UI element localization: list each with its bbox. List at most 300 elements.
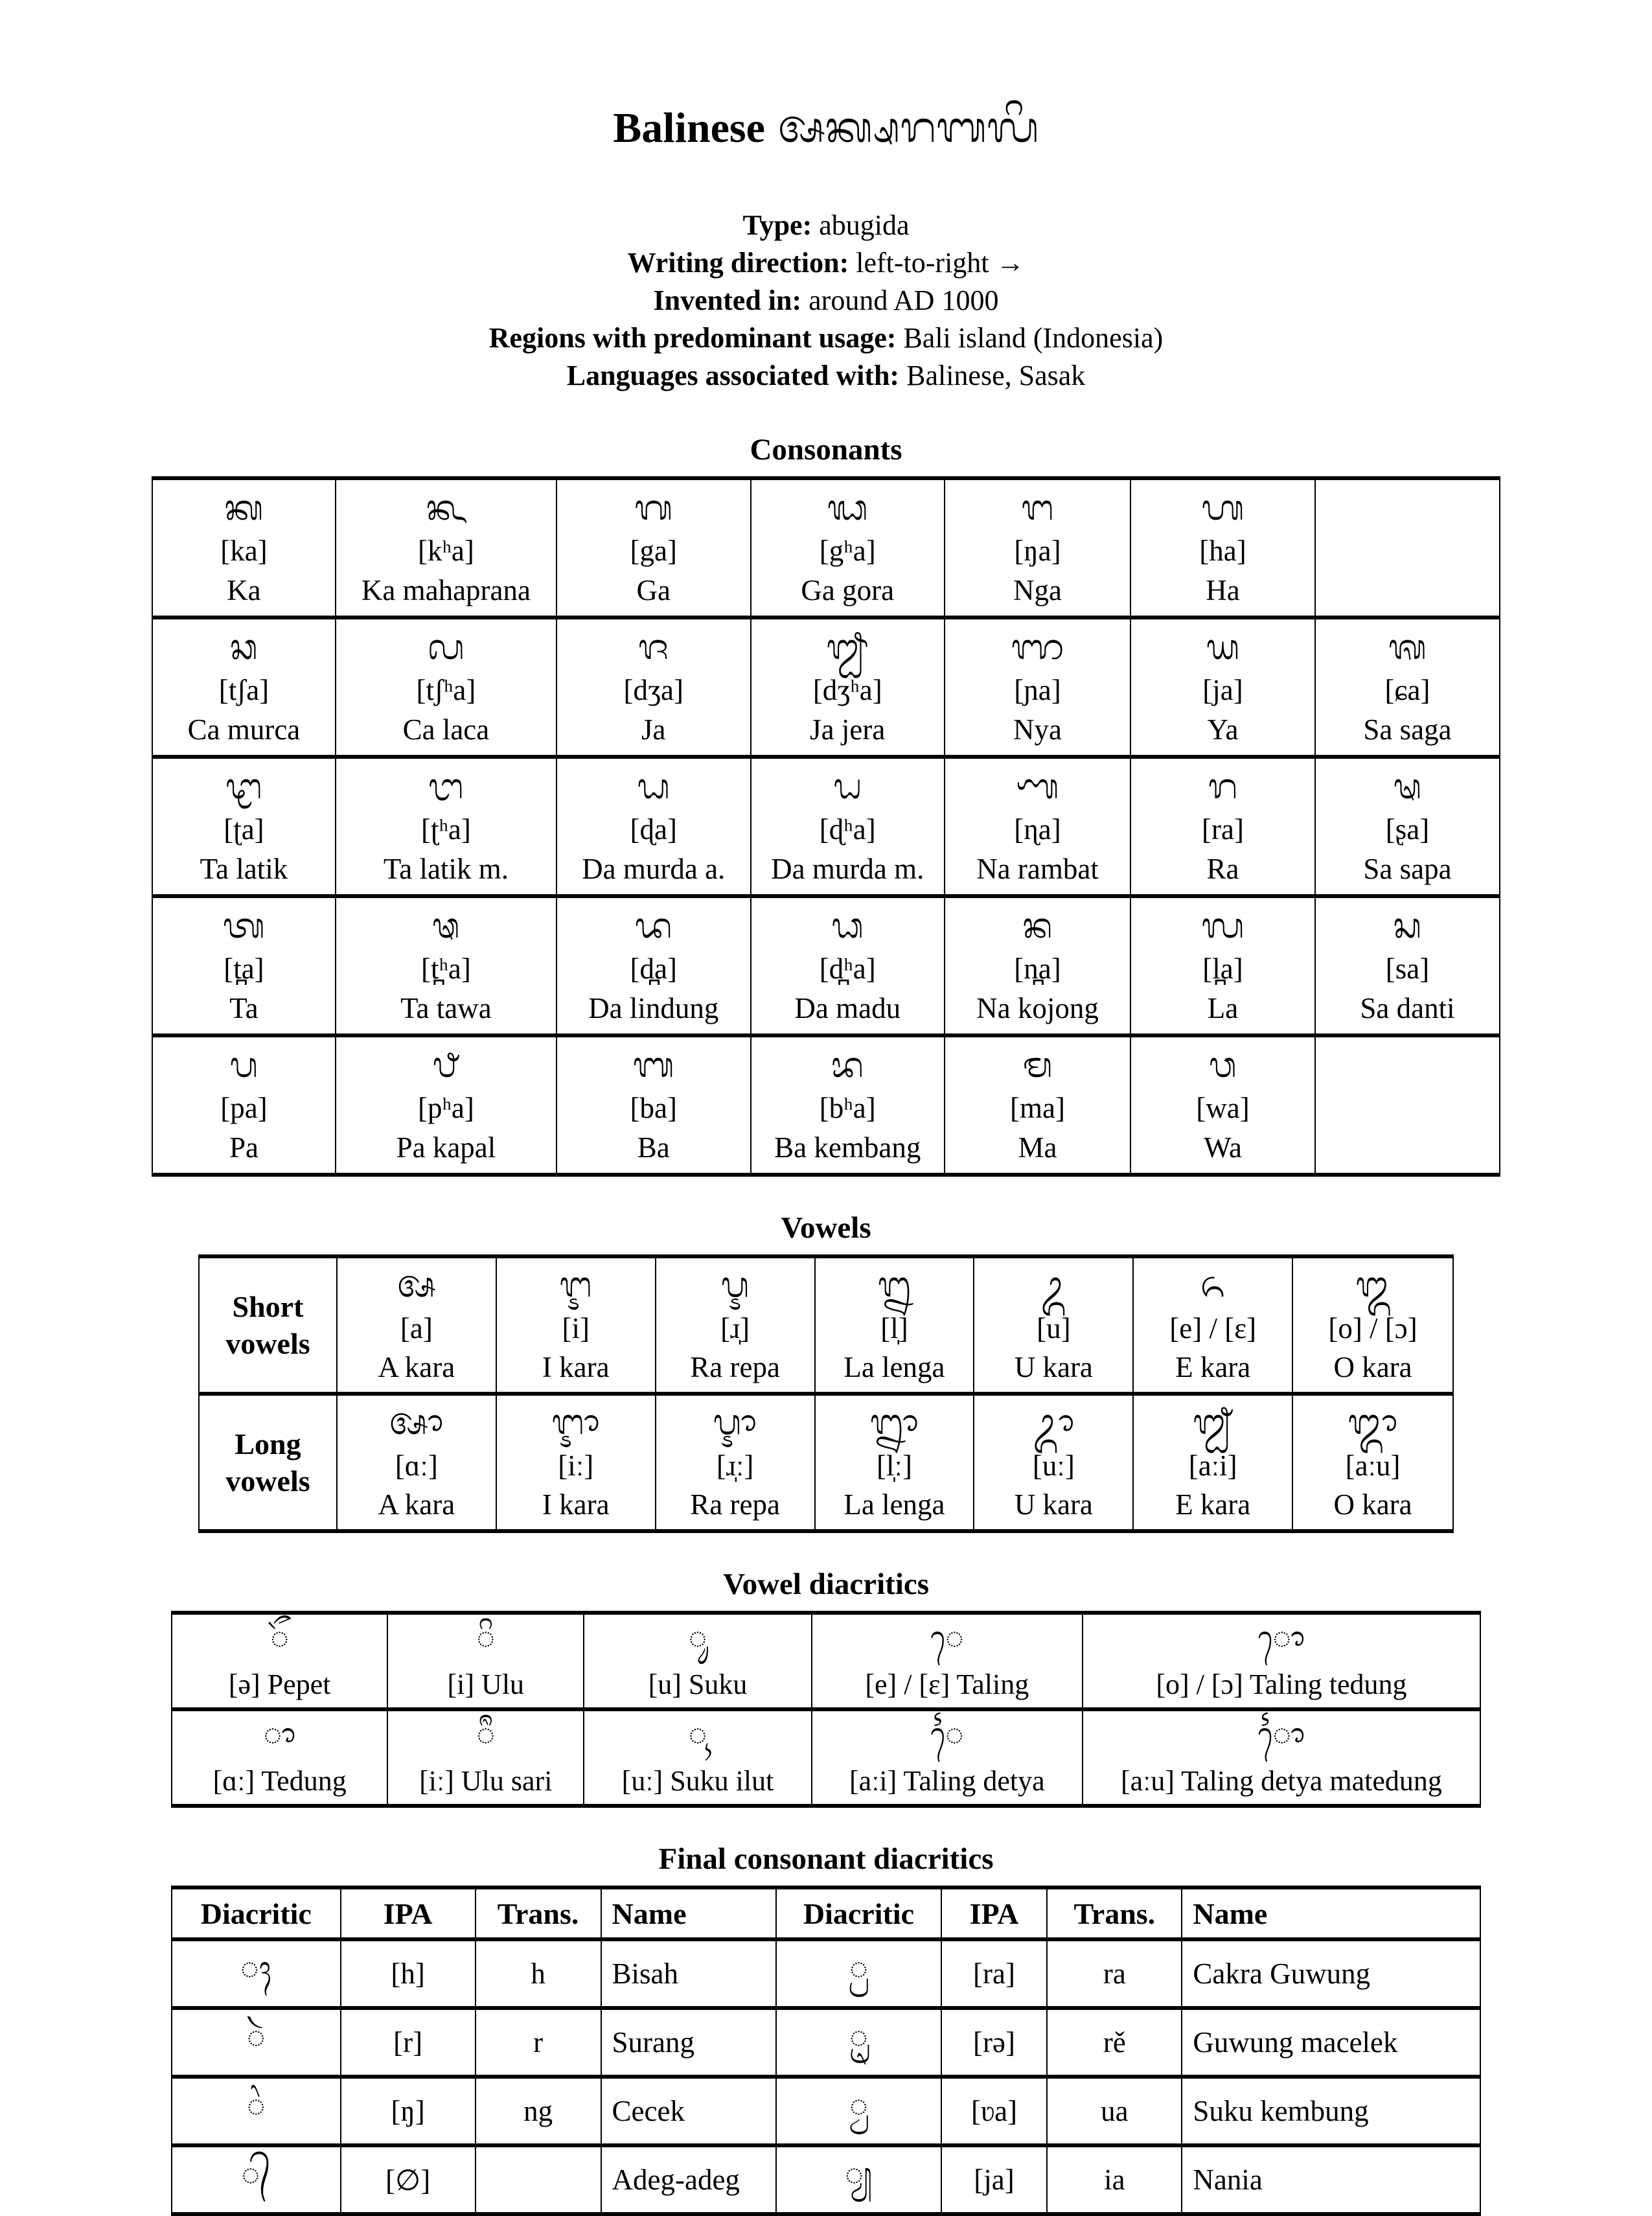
ipa-value: [ga] (630, 535, 677, 568)
ipa-value: [ʈʰa] (420, 813, 471, 846)
balinese-vowel-glyph: ᬏ (1200, 1265, 1226, 1305)
empty-cell (1315, 1035, 1500, 1175)
letter-name: O kara (1333, 1488, 1412, 1521)
meta-label: Invented in: (653, 284, 802, 317)
diacritic-name: Taling tedung (1249, 1668, 1407, 1700)
ipa-value: [ʋa] (941, 2077, 1048, 2145)
balinese-letter-glyph: ᬤ (634, 906, 672, 945)
letter-name: Da murda m. (771, 852, 924, 885)
column-header: IPA (341, 1887, 476, 1939)
transliteration-value: ng (476, 2077, 601, 2145)
consonant-cell-content (153, 621, 335, 754)
letter-name: Ka (227, 573, 261, 606)
consonant-cell (1315, 896, 1500, 1035)
meta-label: Type: (742, 209, 812, 241)
ipa-value: [ja] (941, 2145, 1048, 2214)
vowel-cell-content (656, 1396, 814, 1529)
consonant-cell-content (751, 1039, 945, 1171)
balinese-diacritic-glyph: ◌᭄ᬬ (776, 2145, 941, 2214)
vowel-diacritic-cell (172, 1613, 387, 1709)
letter-name: Da madu (794, 991, 901, 1024)
diacritic-label (419, 1764, 553, 1797)
ipa-value: [d̪a] (630, 952, 677, 986)
vowel-cell (815, 1256, 974, 1394)
consonant-cell (1130, 757, 1315, 896)
consonant-cell (336, 1035, 556, 1175)
final-diacritics-table (171, 1886, 1481, 2216)
letter-name: Ra repa (690, 1351, 780, 1384)
ipa-value: [e] / [ɛ] (865, 1668, 950, 1700)
ipa-value: [dʒa] (623, 674, 683, 707)
vowel-diacritic-cell (584, 1709, 811, 1806)
vowel-cell (1133, 1256, 1292, 1394)
consonant-row (152, 896, 1500, 1035)
ipa-value: [ɑː] (395, 1449, 438, 1482)
vowel-cell (337, 1256, 496, 1394)
ipa-value: [iː] (558, 1449, 594, 1482)
balinese-letter-glyph: ᬟ (637, 767, 670, 806)
letter-name: Ta latik (200, 852, 288, 885)
meta-label: Writing direction: (627, 247, 849, 279)
balinese-letter-glyph: ᬰ (1388, 627, 1427, 667)
balinese-vowel-glyph: ᬎ (869, 1403, 919, 1442)
balinese-vowel-glyph: ᬉ (1040, 1265, 1067, 1305)
vowel-diacritic-cell (1083, 1613, 1480, 1709)
consonant-cell-content (557, 621, 750, 754)
letter-name: Sa saga (1363, 713, 1452, 746)
meta-line (71, 357, 1581, 395)
final-diacritic-row (172, 2145, 1480, 2214)
ipa-value: [tʃa] (218, 674, 270, 707)
consonant-cell (152, 896, 336, 1035)
diacritic-name: Suku kembung (1182, 2077, 1480, 2145)
letter-name: A kara (378, 1351, 455, 1384)
consonant-cell-content (1131, 761, 1314, 893)
diacritic-label (865, 1670, 1029, 1699)
consonants-heading: Consonants (750, 433, 902, 467)
balinese-letter-glyph: ᬬ (1206, 627, 1240, 667)
balinese-diacritic-glyph: ◌ᬃ (172, 2008, 341, 2077)
diacritic-name: Surang (601, 2008, 777, 2077)
consonant-cell-content (557, 900, 750, 1032)
consonant-cell (152, 1035, 336, 1175)
vowel-diacritic-cell-content (812, 1714, 1082, 1802)
letter-name: A kara (378, 1488, 455, 1521)
consonant-cell-content (336, 1039, 556, 1171)
vowel-cell (1133, 1394, 1292, 1531)
diacritic-name: Taling (956, 1668, 1029, 1700)
letter-name: Na rambat (976, 852, 1099, 885)
letter-name: I kara (542, 1488, 610, 1521)
ipa-value: [o] / [ɔ] (1156, 1668, 1243, 1700)
ipa-value: [ɹ̩] (720, 1311, 750, 1345)
letter-name: Ja (641, 713, 666, 746)
ipa-value: [bʰa] (819, 1092, 876, 1125)
vowel-cell (656, 1256, 815, 1394)
letter-name: Ta tawa (400, 991, 492, 1024)
consonant-cell-content (945, 482, 1130, 614)
consonant-cell (751, 896, 945, 1035)
vowel-cell-content (1293, 1259, 1452, 1391)
vowels-heading: Vowels (781, 1211, 871, 1245)
ipa-value: [aːu] (1121, 1764, 1175, 1797)
consonant-cell (152, 617, 336, 757)
letter-name: U kara (1014, 1351, 1093, 1384)
diacritic-name: Bisah (601, 1939, 777, 2008)
ipa-value: [u] (1037, 1311, 1071, 1345)
balinese-vowel-glyph: ᬌ (713, 1403, 757, 1442)
consonant-cell (336, 896, 556, 1035)
ipa-value: [ja] (1202, 674, 1243, 707)
balinese-letter-glyph: ᬦ (1022, 906, 1053, 945)
vowel-row-label: Long vowels (199, 1394, 337, 1531)
final-diacritics-header-row (172, 1887, 1480, 1939)
ipa-value: [rə] (941, 2008, 1048, 2077)
vowel-diacritic-cell (1083, 1709, 1480, 1806)
consonant-cell-content (1316, 621, 1499, 754)
consonant-cell-content (153, 1039, 335, 1171)
diacritic-name: Taling detya (903, 1764, 1045, 1797)
balinese-diacritic-glyph: ◌ᬾ (930, 1621, 964, 1656)
balinese-vowel-glyph: ᬈ (551, 1403, 600, 1442)
letter-name: Nga (1013, 573, 1062, 606)
consonant-cell-content (557, 761, 750, 893)
ipa-value: [r] (341, 2008, 476, 2077)
consonants-table-body (152, 478, 1500, 1175)
diacritic-name: Ulu (481, 1668, 525, 1700)
ipa-value: [iː] (419, 1764, 454, 1797)
ipa-value: [a] (400, 1311, 433, 1345)
column-header: Diacritic (172, 1887, 341, 1939)
letter-name: La (1207, 991, 1239, 1024)
diacritic-label (1156, 1670, 1406, 1699)
consonant-cell-content (557, 482, 750, 614)
transliteration-value: ia (1047, 2145, 1182, 2214)
transliteration-value: r (476, 2008, 601, 2077)
consonant-cell (556, 896, 751, 1035)
balinese-diacritic-glyph: ◌ᬸ (688, 1621, 707, 1656)
letter-name: E kara (1175, 1488, 1251, 1521)
consonant-cell (945, 896, 1130, 1035)
diacritic-label (212, 1764, 347, 1797)
consonant-cell (152, 757, 336, 896)
vowel-cell (974, 1256, 1133, 1394)
consonant-cell (1130, 896, 1315, 1035)
letter-name: Ha (1206, 573, 1240, 606)
empty-cell (1315, 478, 1500, 617)
consonant-cell-content (153, 482, 335, 614)
consonant-cell (945, 1035, 1130, 1175)
vowel-cell-content (497, 1259, 655, 1391)
balinese-letter-glyph: ᬓ (224, 488, 264, 527)
ipa-value: [l̩] (880, 1311, 908, 1345)
column-header: Trans. (1047, 1887, 1182, 1939)
balinese-diacritic-glyph: ◌ᬺ (776, 2008, 941, 2077)
meta-label: Regions with predominant usage: (488, 322, 897, 354)
vowel-cell (496, 1394, 656, 1531)
vowel-diacritic-cell-content (388, 1714, 583, 1802)
balinese-letter-glyph: ᬛ (826, 627, 869, 667)
letter-name: Ma (1018, 1131, 1057, 1164)
consonant-cell (945, 757, 1130, 896)
script-native-name-glyphs: ᬅᬓ᭄ᬱᬭᬩᬮᬶ (777, 104, 1039, 152)
consonant-cell-content (1316, 761, 1499, 893)
vowel-diacritic-cell (812, 1613, 1083, 1709)
vowel-diacritic-cell-content (812, 1617, 1082, 1705)
consonant-cell (1130, 478, 1315, 617)
vowel-cell-content (1293, 1396, 1452, 1529)
ipa-value: [uː] (621, 1764, 663, 1797)
consonant-cell (1315, 757, 1500, 896)
ipa-value: [d̪ʰa] (819, 952, 876, 986)
ipa-value: [ə] (228, 1668, 260, 1700)
final-diacritic-row (172, 2077, 1480, 2145)
consonant-cell (751, 757, 945, 896)
ipa-value: [u] (648, 1668, 682, 1700)
consonant-cell-content (336, 482, 556, 614)
consonant-cell (1130, 1035, 1315, 1175)
balinese-diacritic-glyph: ◌ᭂ (270, 1621, 289, 1656)
letter-name: Ka mahaprana (361, 573, 531, 606)
vowel-diacritic-cell (584, 1613, 811, 1709)
ipa-value: [ɖa] (630, 813, 677, 846)
diacritic-name: Taling detya matedung (1181, 1764, 1442, 1797)
balinese-vowel-glyph: ᬑ (1355, 1265, 1390, 1305)
column-header: Trans. (476, 1887, 601, 1939)
vowel-cell (974, 1394, 1133, 1531)
meta-line (71, 207, 1581, 244)
vowels-table (198, 1254, 1454, 1533)
vowel-cell-content (338, 1259, 496, 1391)
consonants-table (152, 476, 1500, 1177)
letter-name: Ya (1207, 713, 1239, 746)
balinese-diacritic-glyph: ◌ᬄ (172, 1939, 341, 2008)
diacritic-label (648, 1670, 748, 1699)
ipa-value: [l̪a] (1202, 952, 1243, 986)
vowel-diacritic-cell-content (584, 1617, 810, 1705)
letter-name: La lenga (843, 1351, 945, 1384)
ipa-value: [h] (341, 1939, 476, 2008)
ipa-value: [ŋa] (1014, 535, 1061, 568)
balinese-letter-glyph: ᬨ (432, 1045, 460, 1085)
meta-value: left-to-right → (856, 247, 1025, 279)
vowel-diacritic-cell (387, 1709, 584, 1806)
diacritic-name: Adeg-adeg (601, 2145, 777, 2214)
vowel-cell-content (338, 1396, 496, 1529)
consonant-cell (556, 478, 751, 617)
ipa-value: [gʰa] (819, 535, 876, 568)
balinese-vowel-glyph: ᬊ (1033, 1403, 1075, 1442)
letter-name: Ra (1206, 852, 1239, 885)
balinese-letter-glyph: ᬘ (229, 627, 258, 667)
balinese-letter-glyph: ᬱ (1393, 767, 1422, 806)
meta-line (71, 244, 1581, 282)
balinese-letter-glyph: ᬪ (831, 1045, 864, 1085)
ipa-value: [aːi] (1188, 1449, 1237, 1482)
vowel-diacritics-table (171, 1611, 1481, 1808)
vowel-cell-content (656, 1259, 814, 1391)
diacritic-label (849, 1764, 1045, 1797)
script-name: Balinese (613, 104, 765, 152)
diacritic-label (448, 1670, 525, 1699)
ipa-value: [ʈa] (224, 813, 264, 846)
balinese-letter-glyph: ᬙ (428, 627, 465, 667)
balinese-vowel-glyph: ᬐ (1193, 1403, 1233, 1442)
ipa-value: [e] / [ɛ] (1169, 1311, 1257, 1345)
ipa-value: [n̪a] (1014, 952, 1061, 986)
ipa-value: [ka] (220, 535, 268, 568)
consonant-cell (945, 617, 1130, 757)
consonant-cell-content (1131, 900, 1314, 1032)
balinese-vowel-glyph: ᬇ (559, 1265, 592, 1305)
balinese-diacritic-glyph: ◌ᬿ (930, 1717, 964, 1752)
letter-name: Ra repa (690, 1488, 780, 1521)
transliteration-value: ra (1047, 1939, 1182, 2008)
ipa-value: [tʃʰa] (416, 674, 476, 707)
final-diacritic-row (172, 2008, 1480, 2077)
balinese-letter-glyph: ᬢ (222, 906, 265, 945)
balinese-letter-glyph: ᬜ (1011, 627, 1064, 667)
ipa-value: [t̪a] (224, 952, 264, 986)
vowel-diacritic-cell-content (172, 1714, 387, 1802)
meta-label: Languages associated with: (566, 360, 900, 392)
balinese-letter-glyph: ᬲ (1393, 906, 1422, 945)
final-diacritics-table-head (172, 1887, 1480, 1939)
diacritic-name: Guwung macelek (1182, 2008, 1480, 2077)
diacritic-name: Nania (1182, 2145, 1480, 2214)
consonant-cell (751, 478, 945, 617)
final-diacritics-table-body (172, 1939, 1480, 2214)
consonant-cell (556, 617, 751, 757)
consonant-cell-content (153, 761, 335, 893)
vowel-diacritic-cell-content (388, 1617, 583, 1705)
balinese-diacritic-glyph: ◌ᬶ (476, 1621, 496, 1656)
consonant-cell-content (557, 1039, 750, 1171)
transliteration-value: rě (1047, 2008, 1182, 2077)
balinese-diacritic-glyph: ◌᭄ᬯ (776, 2077, 941, 2145)
ipa-value: [ba] (630, 1092, 677, 1125)
transliteration-value (476, 2145, 601, 2214)
consonant-cell (945, 478, 1130, 617)
ipa-value: [i] (447, 1668, 475, 1700)
ipa-value: [uː] (1032, 1449, 1075, 1482)
consonant-cell (152, 478, 336, 617)
column-header: IPA (941, 1887, 1048, 1939)
letter-name: Wa (1204, 1131, 1242, 1164)
balinese-letter-glyph: ᬧ (229, 1045, 258, 1085)
vowel-cell-content (1134, 1259, 1292, 1391)
letter-name: Sa danti (1360, 991, 1455, 1024)
consonant-cell-content (945, 621, 1130, 754)
consonant-cell (556, 1035, 751, 1175)
balinese-diacritic-glyph: ◌ᬹ (688, 1717, 707, 1752)
diacritic-name: Cecek (601, 2077, 777, 2145)
consonant-cell (336, 478, 556, 617)
vowel-diacritic-row (172, 1709, 1480, 1806)
letter-name: U kara (1014, 1488, 1093, 1521)
consonant-cell (751, 1035, 945, 1175)
balinese-diacritic-glyph: ◌ᭁ (1257, 1717, 1305, 1752)
ipa-value: [aːu] (1345, 1449, 1401, 1482)
vowel-diacritic-row (172, 1613, 1480, 1709)
meta-value: Balinese, Sasak (906, 360, 1086, 392)
ipa-value: [ŋ] (341, 2077, 476, 2145)
consonant-cell (556, 757, 751, 896)
ipa-value: [ɖʰa] (819, 813, 876, 846)
balinese-letter-glyph: ᬩ (632, 1045, 674, 1085)
vowels-table-body (199, 1256, 1453, 1531)
column-header: Diacritic (776, 1887, 941, 1939)
ipa-value: [l̩ː] (876, 1449, 912, 1482)
balinese-letter-glyph: ᬮ (1201, 906, 1245, 945)
diacritic-name: Pepet (267, 1668, 331, 1700)
ipa-value: [ra] (941, 1939, 1048, 2008)
balinese-vowel-glyph: ᬒ (1348, 1403, 1398, 1442)
column-header: Name (601, 1887, 777, 1939)
letter-name: Ca murca (187, 713, 301, 746)
ipa-value: [t̪ʰa] (420, 952, 471, 986)
consonant-cell-content (945, 900, 1130, 1032)
vowel-cell (1292, 1394, 1453, 1531)
consonant-cell (751, 617, 945, 757)
diacritic-name: Cakra Guwung (1182, 1939, 1480, 2008)
consonant-cell-content (751, 900, 945, 1032)
balinese-diacritic-glyph: ◌ᬷ (476, 1717, 496, 1752)
vowel-cell-content (816, 1396, 974, 1529)
balinese-letter-glyph: ᬖ (827, 488, 868, 527)
vowel-diacritics-heading: Vowel diacritics (722, 1567, 930, 1602)
consonant-cell-content (336, 900, 556, 1032)
consonant-cell-content (336, 621, 556, 754)
letter-name: I kara (542, 1351, 610, 1384)
ipa-value: [dʒʰa] (812, 674, 882, 707)
vowel-diacritic-cell-content (1083, 1714, 1480, 1802)
balinese-letter-glyph: ᬠ (833, 767, 862, 806)
consonant-cell-content (751, 761, 945, 893)
letter-name: E kara (1175, 1351, 1251, 1384)
letter-name: Ca laca (402, 713, 490, 746)
ipa-value: [∅] (341, 2145, 476, 2214)
final-diacritics-heading: Final consonant diacritics (658, 1842, 994, 1876)
letter-name: Na kojong (976, 991, 1099, 1024)
vowel-diacritic-cell (172, 1709, 387, 1806)
letter-name: O kara (1333, 1351, 1412, 1384)
vowel-cell (337, 1394, 496, 1531)
vowel-cell-content (816, 1259, 974, 1391)
balinese-letter-glyph: ᬣ (432, 906, 460, 945)
vowel-row-label: Short vowels (199, 1256, 337, 1394)
letter-name: Ta latik m. (383, 852, 509, 885)
consonant-cell-content (1131, 482, 1314, 614)
vowel-cell (496, 1256, 656, 1394)
consonant-cell-content (751, 621, 945, 754)
consonant-cell-content (1131, 621, 1314, 754)
ipa-value: [ma] (1010, 1092, 1065, 1125)
letter-name: Pa (229, 1131, 258, 1164)
vowel-diacritic-cell-content (172, 1617, 387, 1705)
diacritic-label (229, 1670, 331, 1699)
letter-name: Nya (1013, 713, 1062, 746)
vowel-cell (656, 1394, 815, 1531)
diacritic-name: Suku ilut (670, 1764, 774, 1797)
vowel-cell-content (1134, 1396, 1292, 1529)
diacritic-label (1121, 1764, 1442, 1797)
vowel-row (199, 1394, 1453, 1531)
vowel-cell (1292, 1256, 1453, 1394)
balinese-diacritic-glyph: ◌ᭀ (1257, 1621, 1305, 1656)
balinese-letter-glyph: ᬥ (831, 906, 864, 945)
balinese-diacritic-glyph: ◌ᬵ (263, 1717, 296, 1752)
